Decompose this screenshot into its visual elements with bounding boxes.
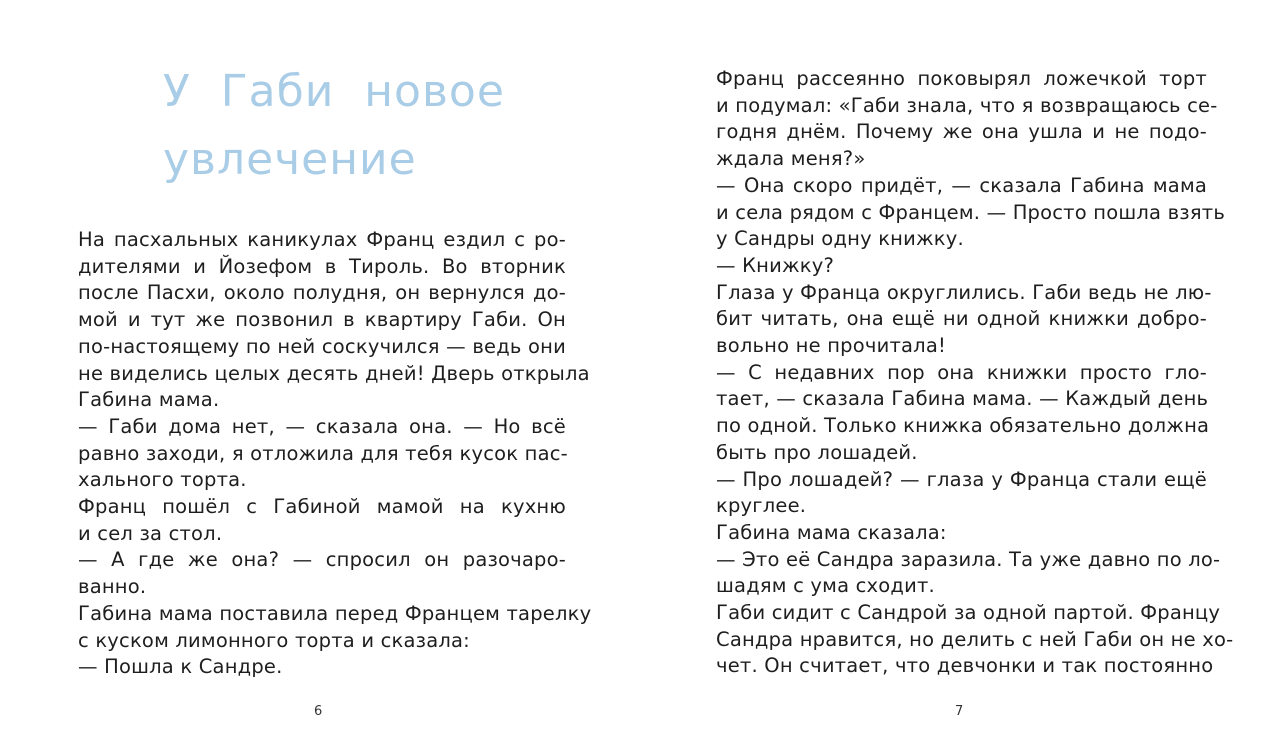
text-line: и сел за стол. bbox=[78, 521, 223, 545]
text-line: и подумал: «Габи знала, что я возвращаюсь се- bbox=[716, 93, 1218, 117]
text-line: Глаза у Франца округлились. Габи ведь не лю- bbox=[716, 280, 1212, 304]
text-line: Сандра нравится, но делить с ней Габи он не хо- bbox=[716, 627, 1234, 651]
text-line: Габина мама сказала: bbox=[716, 520, 947, 544]
text-line: — А где же она? — спросил он разочаро- bbox=[78, 548, 566, 572]
left-page-body-text bbox=[78, 227, 592, 681]
text-line: Габина мама. bbox=[78, 388, 220, 412]
right-page-body-text bbox=[716, 66, 1234, 680]
text-line: вольно не прочитала! bbox=[716, 334, 946, 358]
text-line: тает, — сказала Габина мама. — Каждый день bbox=[716, 387, 1209, 411]
text-line: — Пошла к Сандре. bbox=[78, 655, 283, 679]
text-line: — Габи дома нет, — сказала она. — Но всё bbox=[78, 414, 566, 438]
text-line: бит читать, она ещё ни одной книжки добро- bbox=[716, 307, 1207, 331]
chapter-title-line-1: У Габи новое bbox=[163, 66, 505, 117]
right-page-number: 7 bbox=[955, 704, 964, 719]
text-line: — Она скоро придёт, — сказала Габина мама bbox=[716, 173, 1207, 197]
text-line: — Про лошадей? — глаза у Франца стали ещё bbox=[716, 467, 1207, 491]
text-line: — Это её Сандра заразила. Та уже давно по ло- bbox=[716, 547, 1221, 571]
text-line: хального торта. bbox=[78, 468, 247, 492]
text-line: ждала меня?» bbox=[716, 147, 866, 171]
text-line: круглее. bbox=[716, 494, 807, 518]
text-line: быть про лошадей. bbox=[716, 440, 918, 464]
text-line: равно заходи, я отложила для тебя кусок пас- bbox=[78, 441, 568, 465]
text-line: по одной. Только книжка обязательно должна bbox=[716, 414, 1210, 438]
chapter-title bbox=[163, 58, 563, 194]
text-line: — Книжку? bbox=[716, 253, 835, 277]
text-line: — С недавних пор она книжки просто гло- bbox=[716, 360, 1207, 384]
right-page bbox=[640, 0, 1280, 753]
text-line: после Пасхи, около полудня, он вернулся до- bbox=[78, 281, 566, 305]
text-line: годня днём. Почему же она ушла и не подо- bbox=[716, 120, 1207, 144]
text-line: Габина мама поставила перед Францем тарелку bbox=[78, 601, 592, 625]
text-line: На пасхальных каникулах Франц ездил с ро- bbox=[78, 228, 566, 251]
text-line: Габи сидит с Сандрой за одной партой. Францу bbox=[716, 601, 1221, 625]
text-line: мой и тут же позвонил в квартиру Габи. Он bbox=[78, 308, 566, 332]
text-line: дителями и Йозефом в Тироль. Во вторник bbox=[78, 254, 566, 278]
text-line: и села рядом с Францем. — Просто пошла взять bbox=[716, 200, 1226, 224]
text-line: Франц рассеянно поковырял ложечкой торт bbox=[716, 67, 1207, 90]
text-line: не виделись целых десять дней! Дверь открыла bbox=[78, 361, 590, 385]
text-line: Франц пошёл с Габиной мамой на кухню bbox=[78, 495, 566, 519]
text-line: у Сандры одну книжку. bbox=[716, 227, 964, 251]
text-line: ванно. bbox=[78, 575, 147, 599]
text-line: по-настоящему по ней соскучился — ведь они bbox=[78, 334, 566, 358]
text-line: с куском лимонного торта и сказала: bbox=[78, 628, 470, 652]
text-line: чет. Он считает, что девчонки и так постоянно bbox=[716, 654, 1214, 678]
text-line: шадям с ума сходит. bbox=[716, 574, 935, 598]
left-page-number: 6 bbox=[314, 704, 323, 719]
chapter-title-line-2: увлечение bbox=[163, 134, 417, 185]
